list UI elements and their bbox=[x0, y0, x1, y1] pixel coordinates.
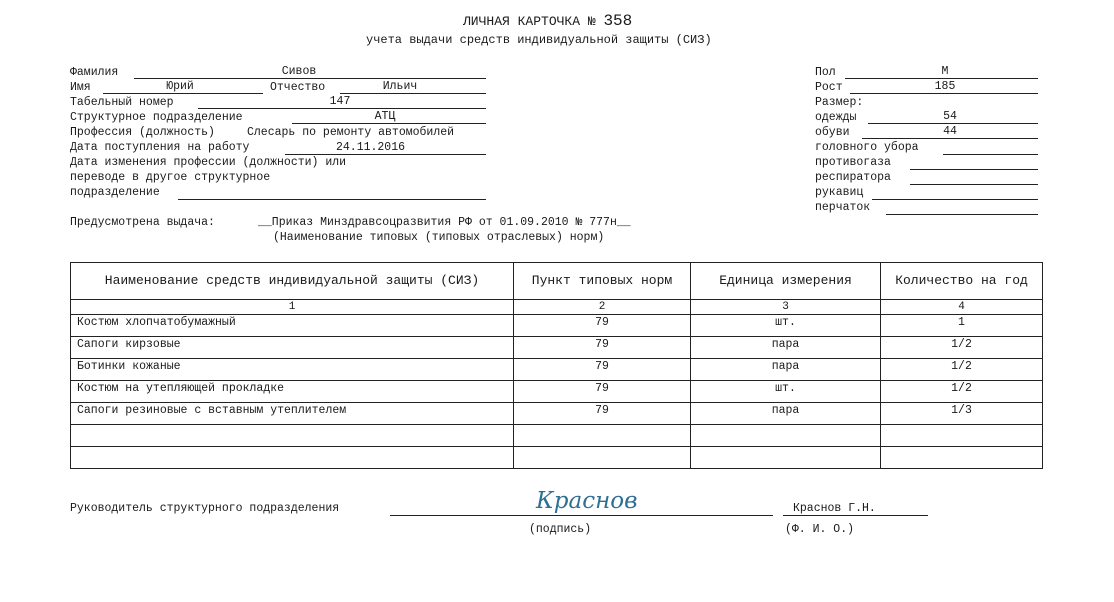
change-line bbox=[178, 199, 486, 200]
table-row bbox=[71, 359, 1043, 381]
gloves-size-line bbox=[886, 214, 1038, 215]
department-line bbox=[292, 123, 486, 124]
patronymic-line bbox=[340, 93, 486, 94]
item-clause: 79 bbox=[514, 337, 691, 359]
shoe-size-line bbox=[862, 138, 1038, 139]
department-value: АТЦ bbox=[374, 110, 396, 123]
item-unit: шт. bbox=[691, 381, 881, 403]
provision-caption: (Наименование типовых (типовых отраслевых) норм) bbox=[273, 231, 605, 244]
height-value: 185 bbox=[934, 80, 956, 93]
item-quantity: 1/2 bbox=[881, 337, 1043, 359]
respirator-size-label: респиратора bbox=[815, 171, 891, 184]
table-row bbox=[71, 337, 1043, 359]
name-value: Юрий bbox=[166, 80, 194, 93]
column-header-clause: Пункт типовых норм bbox=[514, 263, 691, 300]
provision-label: Предусмотрена выдача: bbox=[70, 216, 215, 229]
item-unit: пара bbox=[691, 403, 881, 425]
column-number: 3 bbox=[691, 300, 881, 315]
item-name bbox=[71, 425, 514, 447]
sex-line bbox=[845, 78, 1038, 79]
shoe-size-label: обуви bbox=[815, 126, 850, 139]
item-clause: 79 bbox=[514, 403, 691, 425]
hire-date-label: Дата поступления на работу bbox=[70, 141, 250, 154]
column-number: 1 bbox=[71, 300, 514, 315]
item-name: Костюм хлопчатобумажный bbox=[71, 315, 514, 337]
fio-caption: (Ф. И. О.) bbox=[785, 523, 855, 536]
headwear-size-label: головного убора bbox=[815, 141, 919, 154]
ppe-table bbox=[70, 262, 1043, 469]
department-label: Структурное подразделение bbox=[70, 111, 243, 124]
hire-date-value: 24.11.2016 bbox=[336, 141, 406, 154]
column-header-name: Наименование средств индивидуальной защиты (СИЗ) bbox=[71, 263, 514, 300]
profession-value: Слесарь по ремонту автомобилей bbox=[247, 126, 455, 139]
item-name bbox=[71, 447, 514, 469]
card-number: 358 bbox=[603, 12, 633, 30]
card-subtitle: учета выдачи средств индивидуальной защиты (СИЗ) bbox=[366, 33, 712, 47]
item-quantity: 1 bbox=[881, 315, 1043, 337]
item-unit bbox=[691, 425, 881, 447]
patronymic-label: Отчество bbox=[270, 81, 326, 94]
name-label: Имя bbox=[70, 81, 91, 94]
item-unit: пара bbox=[691, 337, 881, 359]
surname-label: Фамилия bbox=[70, 66, 119, 79]
height-line bbox=[850, 93, 1038, 94]
item-name: Сапоги кирзовые bbox=[71, 337, 514, 359]
item-clause: 79 bbox=[514, 315, 691, 337]
item-unit bbox=[691, 447, 881, 469]
surname-value: Сивов bbox=[281, 65, 317, 78]
shoe-size-value: 44 bbox=[943, 125, 957, 138]
height-label: Рост bbox=[815, 81, 843, 94]
table-row bbox=[71, 403, 1043, 425]
table-row bbox=[71, 381, 1043, 403]
head-of-department-label: Руководитель структурного подразделения bbox=[70, 502, 340, 515]
clothes-size-value: 54 bbox=[943, 110, 957, 123]
item-quantity: 1/2 bbox=[881, 359, 1043, 381]
tab-number-value: 147 bbox=[329, 95, 351, 108]
signature-caption: (подпись) bbox=[529, 523, 592, 536]
item-quantity: 1/2 bbox=[881, 381, 1043, 403]
clothes-size-line bbox=[868, 123, 1038, 124]
sex-label: Пол bbox=[815, 66, 836, 79]
item-clause bbox=[514, 425, 691, 447]
mittens-size-label: рукавиц bbox=[815, 186, 864, 199]
sex-value: М bbox=[941, 65, 949, 78]
change-label-line-2: переводе в другое структурное bbox=[70, 171, 271, 184]
name-line bbox=[103, 93, 263, 94]
column-number: 4 bbox=[881, 300, 1043, 315]
tab-number-line bbox=[198, 108, 486, 109]
change-label-line-1: Дата изменения профессии (должности) или bbox=[70, 156, 347, 169]
gasmask-size-label: противогаза bbox=[815, 156, 891, 169]
clothes-size-label: одежды bbox=[815, 111, 857, 124]
surname-line bbox=[134, 78, 486, 79]
fio-line bbox=[783, 515, 928, 516]
item-unit: шт. bbox=[691, 315, 881, 337]
size-label: Размер: bbox=[815, 96, 864, 109]
card-title bbox=[463, 12, 632, 30]
item-name: Ботинки кожаные bbox=[71, 359, 514, 381]
item-name: Сапоги резиновые с вставным утеплителем bbox=[71, 403, 514, 425]
item-clause: 79 bbox=[514, 359, 691, 381]
signature-line bbox=[390, 515, 773, 516]
tab-number-label: Табельный номер bbox=[70, 96, 174, 109]
column-header-unit: Единица измерения bbox=[691, 263, 881, 300]
item-quantity bbox=[881, 425, 1043, 447]
patronymic-value: Ильич bbox=[382, 80, 418, 93]
item-clause bbox=[514, 447, 691, 469]
head-fio: Краснов Г.Н. bbox=[793, 502, 876, 515]
gasmask-size-line bbox=[910, 169, 1038, 170]
item-quantity: 1/3 bbox=[881, 403, 1043, 425]
profession-label: Профессия (должность) bbox=[70, 126, 215, 139]
gloves-size-label: перчаток bbox=[815, 201, 871, 214]
item-quantity bbox=[881, 447, 1043, 469]
item-name: Костюм на утепляющей прокладке bbox=[71, 381, 514, 403]
table-row bbox=[71, 447, 1043, 469]
item-clause: 79 bbox=[514, 381, 691, 403]
headwear-size-line bbox=[943, 154, 1038, 155]
column-header-quantity: Количество на год bbox=[881, 263, 1043, 300]
handwritten-signature: Краснов bbox=[536, 488, 638, 514]
column-number: 2 bbox=[514, 300, 691, 315]
table-row bbox=[71, 425, 1043, 447]
provision-value: __Приказ Минздравсоцразвития РФ от 01.09.2010 № 777н__ bbox=[258, 216, 631, 229]
item-unit: пара bbox=[691, 359, 881, 381]
table-row bbox=[71, 315, 1043, 337]
respirator-size-line bbox=[910, 184, 1038, 185]
card-title-label: ЛИЧНАЯ КАРТОЧКА № bbox=[463, 14, 596, 29]
column-numbers-row bbox=[71, 300, 1043, 315]
hire-date-line bbox=[285, 154, 486, 155]
change-label-line-3: подразделение bbox=[70, 186, 160, 199]
mittens-size-line bbox=[872, 199, 1038, 200]
